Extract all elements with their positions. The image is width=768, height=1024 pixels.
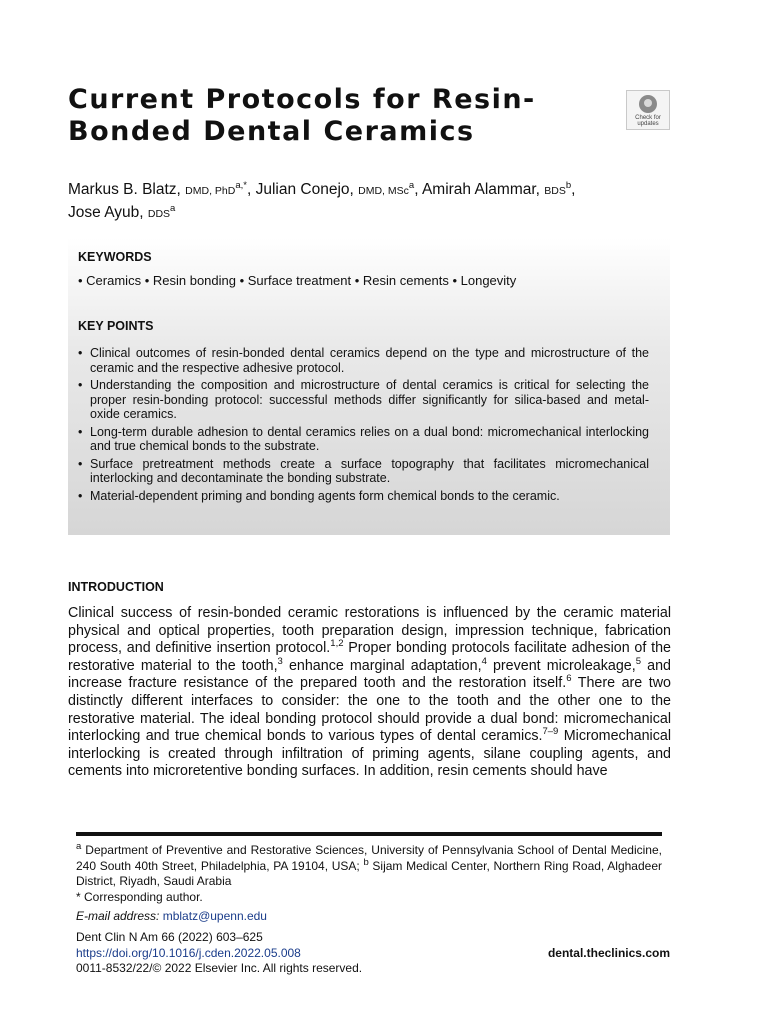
keywords-keypoints-box [68,238,670,535]
body-text-segment: Proper bonding protocols facilitate adhesion of the restorative material to the tooth, [68,640,671,674]
keyword-item: Longevity [460,273,517,288]
reference-citation[interactable]: 5 [635,656,642,668]
email-line [76,909,267,923]
body-text-segment: Clinical success of resin-bonded ceramic restorations is influenced by the ceramic material physical and optical properties, tooth preparation design, impression technique, fabrication process, and definitive insertion protocol. [68,605,671,657]
author-affiliation-sup: a [170,202,176,214]
journal-citation: Dent Clin N Am 66 (2022) 603–625 [76,930,263,944]
title-line-1: Current Protocols for Resin- [68,84,536,115]
author-separator: , [571,181,576,198]
key-point-item: • Long-term durable adhesion to dental ceramics relies on a dual bond: micromechanical interlocking and true chemical bonds to the substrate. [78,425,649,454]
affiliation-footnote [76,843,662,905]
author-affiliation-sup: b [565,179,572,191]
author-separator: , [414,181,419,198]
doi-link[interactable]: https://doi.org/10.1016/j.cden.2022.05.008 [76,945,301,960]
reference-citation[interactable]: 3 [277,656,283,668]
body-text-segment: and increase fracture resistance of the prepared tooth and the restoration itself. [68,657,671,692]
body-text-segment: prevent microleakage, [486,657,636,674]
affiliation-sup: a [76,841,82,852]
email-link[interactable]: mblatz@upenn.edu [162,909,267,923]
reference-citation[interactable]: 6 [566,673,572,685]
author-affiliation-sup: a,* [235,179,247,191]
affiliation-b: Sijam Medical Center, Northern Ring Road, Alghadeer District, Riyadh, Saudi Arabia [76,858,662,888]
author-list [68,179,668,225]
introduction-heading: INTRODUCTION [68,580,164,594]
key-point-item: • Surface pretreatment methods create a surface topography that facilitates micromechanical interlocking and decontaminate the bonding substrate. [78,457,649,486]
keyword-item: Resin cements [362,273,449,288]
affiliation-sup: b [363,856,369,868]
reference-citation[interactable]: 1,2 [330,638,344,650]
author-separator: , [246,181,252,198]
corresponding-author-note: * Corresponding author. [76,889,203,904]
author-degree: DMD, PhD [185,185,236,197]
author-name: Julian Conejo, [255,181,354,198]
author-name: Amirah Alammar, [421,181,540,198]
check-for-updates-label: Check for updates [635,115,661,127]
author-degree: DDS [147,208,171,220]
key-point-item: • Understanding the composition and microstructure of dental ceramics is critical for selecting the proper resin-bonding protocol: successful methods differ significantly for silica-based and metal-oxide ceramics. [78,378,649,422]
key-point-item: • Material-dependent priming and bonding agents form chemical bonds to the ceramic. [78,489,649,504]
keywords-heading: KEYWORDS [78,250,152,264]
key-points-list [78,346,649,506]
email-label: E-mail address: [76,909,160,923]
body-text-segment: enhance marginal adaptation, [282,657,482,674]
journal-info [76,930,362,977]
author-affiliation-sup: a [408,179,415,191]
key-point-item: • Clinical outcomes of resin-bonded dental ceramics depend on the type and microstructure of the ceramic and the respective adhesive protocol. [78,346,649,375]
reference-citation[interactable]: 7–9 [542,726,559,738]
footnote-divider [76,832,662,836]
body-text-segment: There are two distinctly different interfaces to consider: the one to the tooth and the other one to the restorative material. The ideal bonding protocol should provide a dual bond: micromechanical interlocking and true chemical bonds to various types of dental ceramics. [68,675,671,745]
key-points-heading: KEY POINTS [78,319,154,333]
affiliation-a: Department of Preventive and Restorative Sciences, University of Pennsylvania School of Dental Medicine, 240 South 40th Street, Philadelphia, PA 19104, USA; [76,843,662,873]
author-name: Jose Ayub, [68,204,144,221]
check-for-updates-icon [639,95,657,113]
journal-website[interactable]: dental.theclinics.com [547,946,670,960]
copyright-line: 0011-8532/22/© 2022 Elsevier Inc. All rights reserved. [76,961,363,975]
author-degree: BDS [544,185,566,197]
keywords-list: • Ceramics • Resin bonding • Surface treatment • Resin cements • Longevity [78,273,517,288]
keyword-item: Ceramics [86,273,142,288]
author-name: Markus B. Blatz, [68,181,181,198]
title-line-2: Bonded Dental Ceramics [68,116,475,147]
check-for-updates-badge[interactable] [626,90,670,130]
author-degree: DMD, MSc [358,185,409,197]
article-title [68,84,608,148]
keyword-item: Resin bonding [152,273,236,288]
introduction-paragraph [68,605,671,781]
reference-citation[interactable]: 4 [481,656,487,668]
body-text-segment: Micromechanical interlocking is created through infiltration of priming agents, silane coupling agents, and cements into microretentive bonding surfaces. In addition, resin cements should have [68,728,671,780]
keyword-item: Surface treatment [247,273,352,288]
